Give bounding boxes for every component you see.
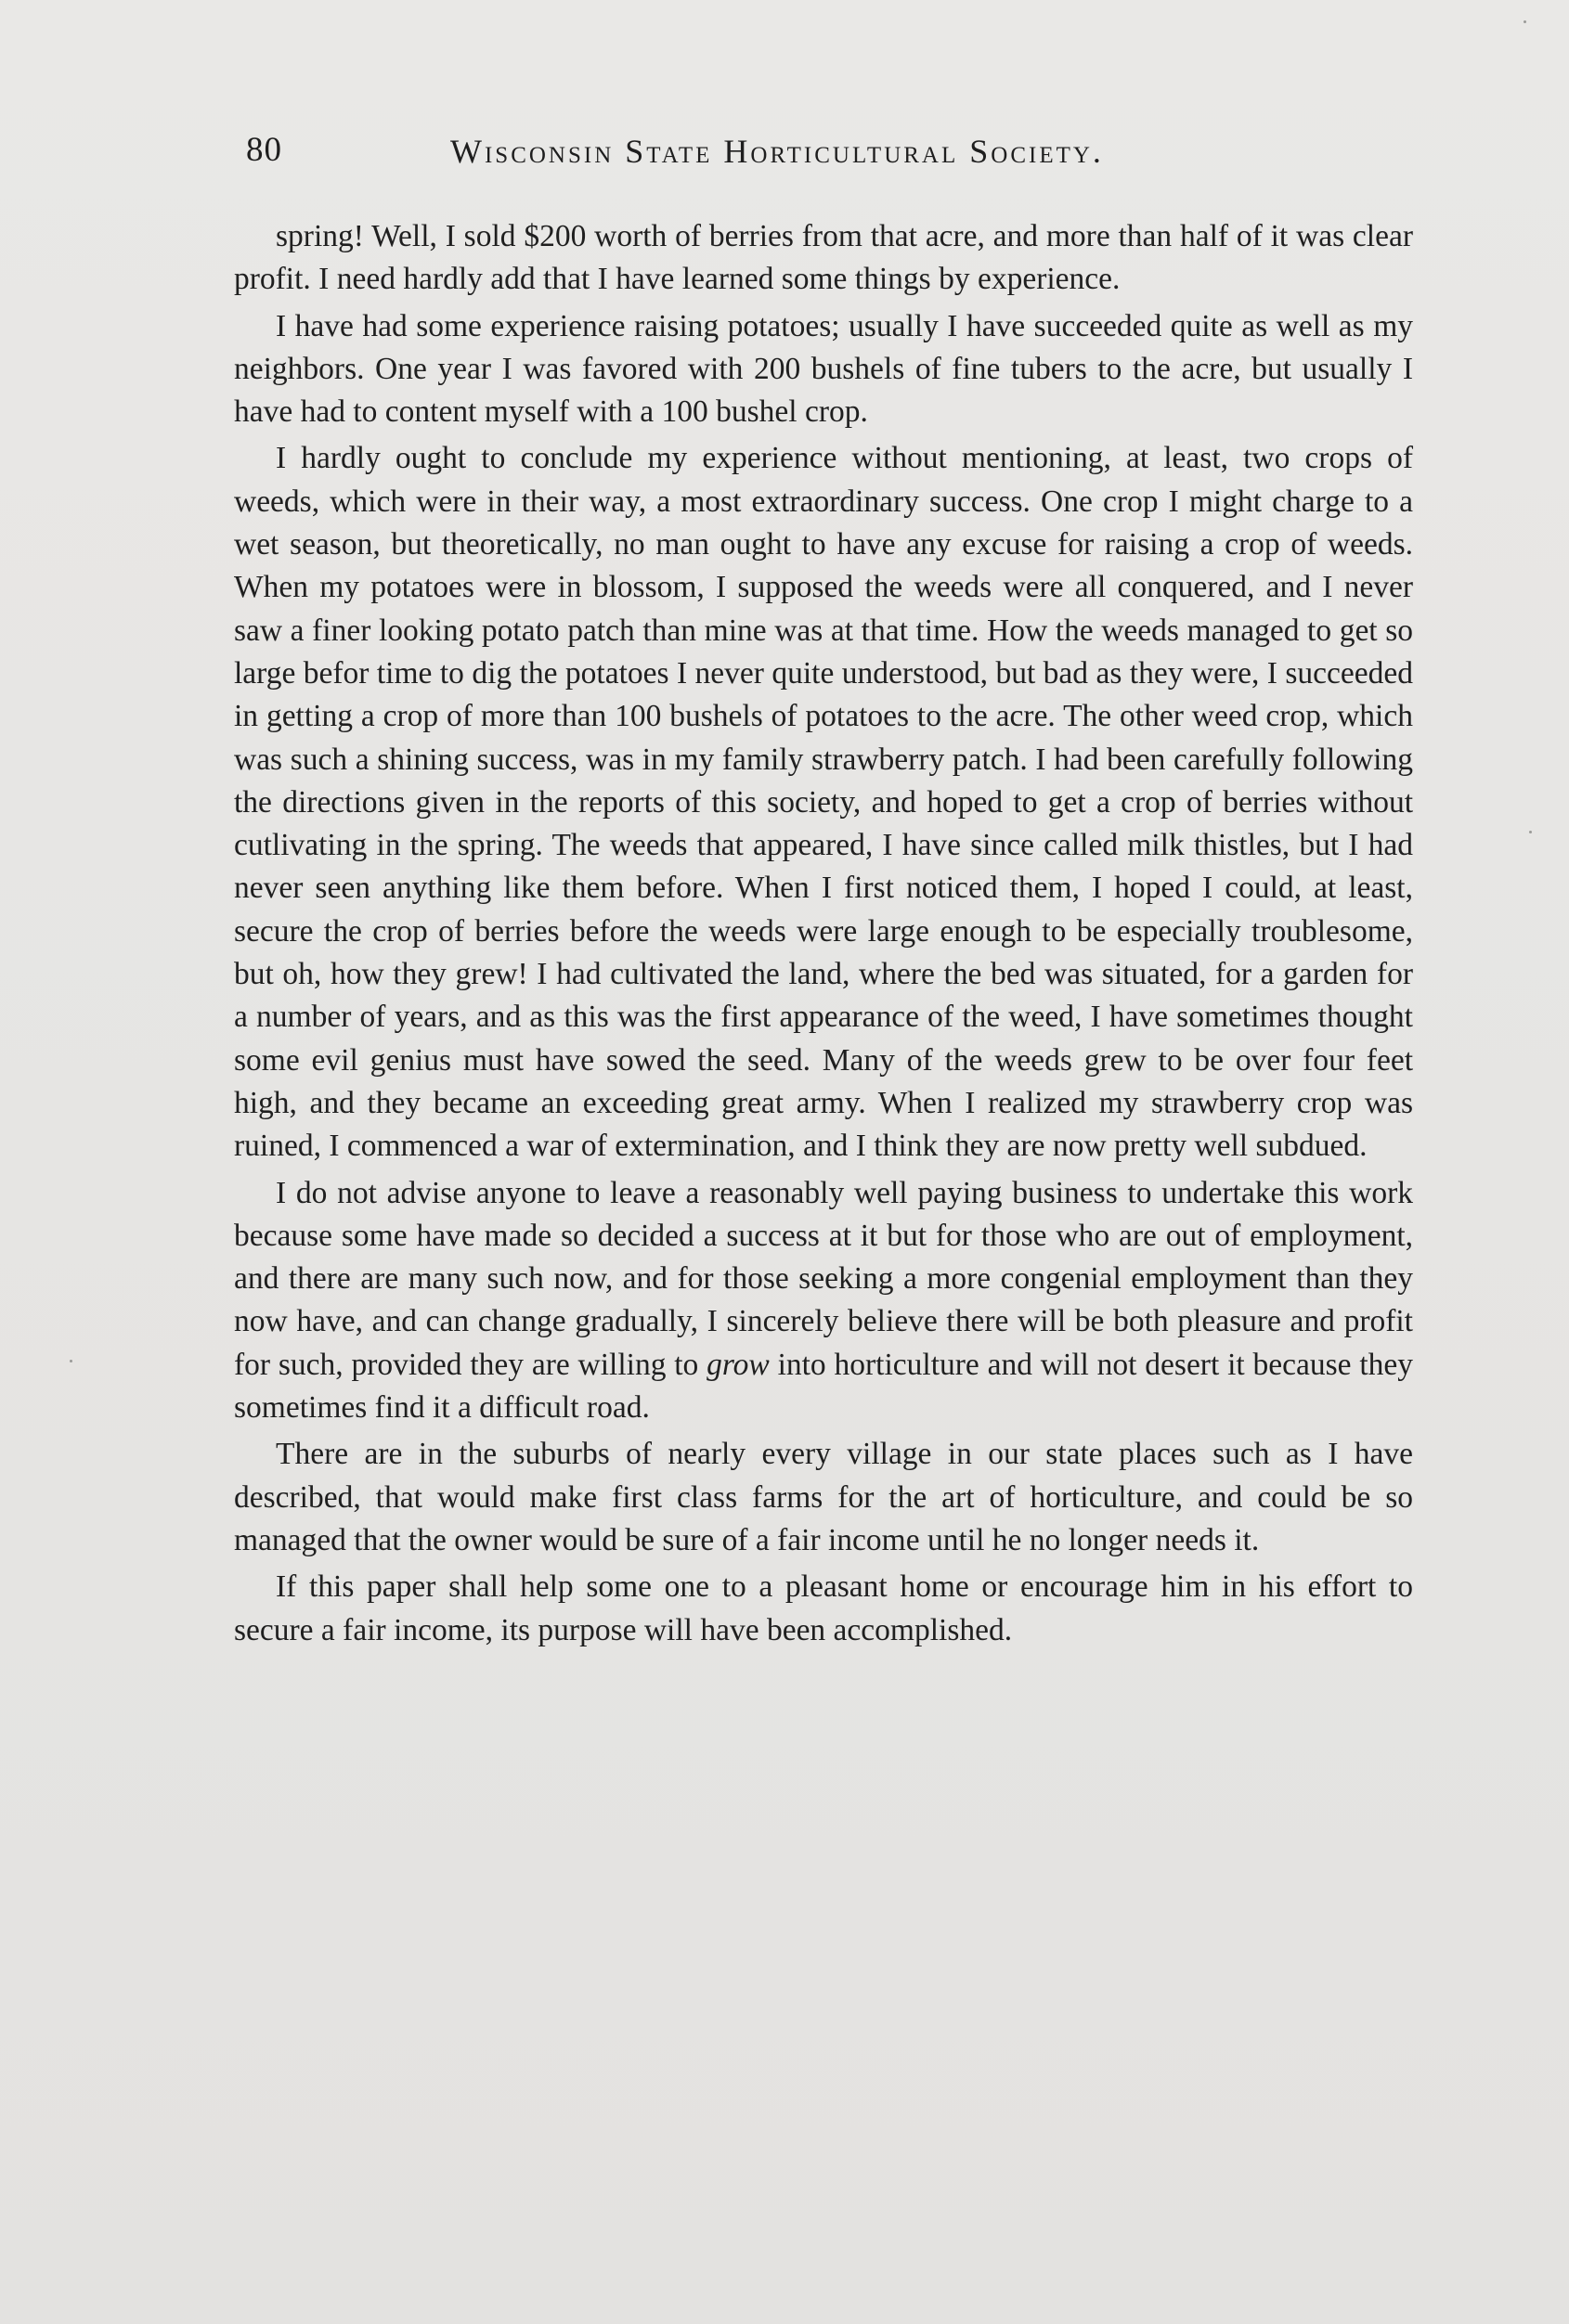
paragraph-continuation: spring! Well, I sold $200 worth of berries from that acre, and more than half of it was clear profit. I need hardly add that I have learned some things by experience. [234, 219, 1413, 297]
paragraph-closing: If this paper shall help some one to a pleasant home or encourage him in his effort to secure a fair income, its purpose will have been accomplished. [234, 1569, 1413, 1647]
paragraph-advice-end: into horticulture and will not desert it because they sometimes find it a difficult road. [234, 1347, 1413, 1426]
scan-speck [1524, 20, 1526, 23]
paragraph-advice [234, 1172, 1413, 1430]
page-header [246, 130, 1239, 176]
running-head: Wisconsin State Horticultural Society. [450, 133, 1104, 170]
page-number: 80 [246, 131, 282, 169]
paragraph-weeds: I hardly ought to conclude my experience without mentioning, at least, two crops of weeds, which were in their way, a most extraordinary success. One crop I might charge to a wet season, but theoretically, no man ought to have any excuse for raising a crop of weeds. When my potatoes were in blossom, I supposed the weeds were all conquered, and I never saw a finer looking potato patch than mine was at that time. How the weeds managed to get so large befor time to dig the potatoes I never quite understood, but bad as they were, I succeeded in getting a crop of more than 100 bushels of potatoes to the acre. The other weed crop, which was such a shining success, was in my family strawberry patch. I had been carefully following the directions given in the reports of this society, and hoped to get a crop of berries without cutlivating in the spring. The weeds that appeared, I have since called milk thistles, but I had never seen anything like them before. When I first noticed them, I hoped I could, at least, secure the crop of berries before the weeds were large enough to be especially troublesome, but oh, how they grew! I had cultivated the land, where the bed was situated, for a garden for a number of years, and as this was the first appearance of the weed, I have sometimes thought some evil genius must have sowed the seed. Many of the weeds grew to be over four feet high, and they became an exceeding great army. When I realized my strawberry crop was ruined, I commenced a war of extermination, and I think they are now pretty well subdued. [234, 441, 1413, 1164]
paragraph-advice-start: I do not advise anyone to leave a reasonably well paying business to undertake this work because some have made so decided a success at it but for those who are out of employment, and there are many such now, and for those seeking a more congenial employment than they now have, and can change gradually, I sincerely believe there will be both pleasure and profit for such, provided they are willing to [234, 1175, 1413, 1382]
paragraph-potatoes: I have had some experience raising potatoes; usually I have succeeded quite as well as my neighbors. One year I was favored with 200 bushels of fine tubers to the acre, but usually I have had to content myself with a 100 bushel crop. [234, 308, 1413, 430]
scan-speck [70, 1360, 72, 1362]
paragraph-suburbs: There are in the suburbs of nearly every village in our state places such as I have described, that would make first class farms for the art of horticulture, and could be so managed that the owner would be sure of a fair income until he no longer needs it. [234, 1437, 1413, 1557]
emphasized-word: grow [707, 1347, 770, 1382]
scan-speck [1529, 831, 1532, 833]
body-text [234, 215, 1413, 1656]
